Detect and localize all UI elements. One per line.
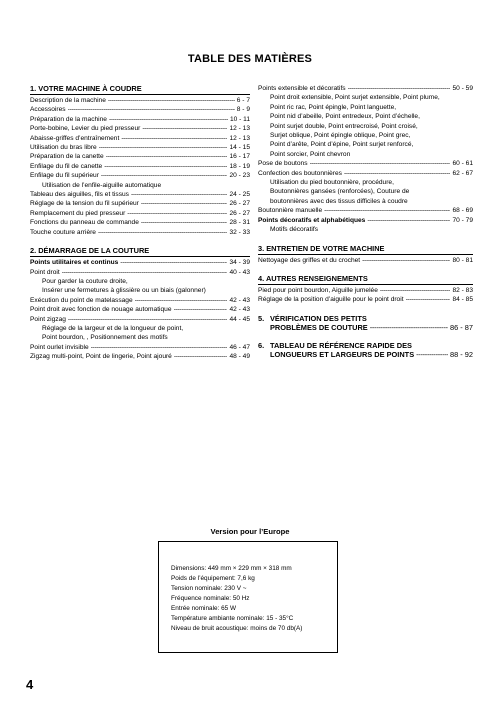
toc-entry-pages: 16 - 17 <box>229 153 250 161</box>
toc-leader-dots <box>310 159 451 168</box>
spec-line: Entrée nominale: 65 W <box>171 605 237 612</box>
toc-entry-pages: 82 - 83 <box>452 286 473 294</box>
toc-section <box>30 246 250 361</box>
toc-entry-label: Réglage de la position d’aiguille pour le point droit <box>258 296 404 304</box>
toc-entry-pages: 40 - 43 <box>229 268 250 276</box>
toc-section <box>258 341 473 359</box>
toc-entry-pages: 80 - 81 <box>452 256 473 264</box>
page-title: TABLE DES MATIÈRES <box>187 53 313 65</box>
toc-entry <box>30 296 250 305</box>
section-heading-row <box>258 350 473 359</box>
toc-entry-label: Enfilage du fil de canette <box>30 162 103 170</box>
toc-leader-dots <box>324 206 450 215</box>
toc-entry-pages: 24 - 25 <box>229 191 250 199</box>
section-heading: 4. AUTRES RENSEIGNEMENTS <box>258 273 368 283</box>
europe-version-label: Version pour l’Europe <box>210 527 290 536</box>
toc-entry-label: Points extensible et décoratifs <box>258 85 346 92</box>
spec-line: Température ambiante nominale: 15 - 35°C <box>171 615 294 622</box>
toc-entry-label: Porte-bobine, Levier du pied presseur <box>30 125 141 133</box>
toc-subentry: Utilisation de l’enfile-aiguille automatique <box>42 181 162 189</box>
toc-entry-pages: 26 - 27 <box>229 209 250 217</box>
toc-subentry: Point sorcier, Point chevron <box>270 150 351 158</box>
toc-leader-dots <box>344 169 451 178</box>
toc-entry-pages: 26 - 27 <box>229 200 250 208</box>
toc-entry <box>30 105 250 114</box>
section-number: 5. <box>258 313 265 323</box>
toc-entry-label: Points utilitaires et continus <box>30 259 119 267</box>
toc-leader-dots <box>68 315 228 324</box>
toc-entry <box>30 152 250 161</box>
toc-entry-label: Points décoratifs et alphabétiques <box>258 216 366 224</box>
toc-leader-dots <box>109 115 228 124</box>
toc-section-continued <box>258 84 473 235</box>
toc-leader-dots <box>108 96 235 105</box>
toc-entry <box>30 315 250 324</box>
toc-entry-pages: 50 - 59 <box>452 85 473 92</box>
toc-subentry: Motifs décoratifs <box>270 226 319 234</box>
toc-entry <box>30 134 250 143</box>
toc-leader-dots <box>367 216 450 225</box>
toc-subentry: Point surjet double, Point entrecroisé, Point croisé, <box>270 122 418 130</box>
section-number: 6. <box>258 340 265 350</box>
toc-entry-label: Utilisation du bras libre <box>30 144 97 152</box>
toc-entry <box>30 199 250 208</box>
toc-entry-pages: 14 - 15 <box>229 144 250 152</box>
section-heading-line1: TABLEAU DE RÉFÉRENCE RAPIDE DES <box>270 340 412 350</box>
toc-subentry: Point ric rac, Point épingle, Point languette, <box>270 103 397 111</box>
toc-entry <box>30 96 250 105</box>
toc-entry <box>30 258 250 267</box>
toc-entry <box>258 206 473 215</box>
toc-entry-pages: 44 - 45 <box>229 315 250 323</box>
toc-subentry: Point bourdon, , Positionnement des motifs <box>42 334 168 342</box>
toc-entry-label: Réglage de la tension du fil supérieur <box>30 200 139 208</box>
toc-entry <box>258 84 473 93</box>
toc-entry <box>30 143 250 152</box>
section-heading: 2. DÉMARRAGE DE LA COUTURE <box>30 246 150 256</box>
toc-leader-dots <box>174 305 228 314</box>
toc-subentry: Point droit extensible, Point surjet extensible, Point plume, <box>270 94 440 102</box>
toc-leader-dots <box>406 295 451 304</box>
toc-leader-dots <box>98 228 227 237</box>
toc-entry-label: Pose de boutons <box>258 160 308 168</box>
toc-entry-label: Nettoyage des griffes et du crochet <box>258 256 361 264</box>
toc-entry-label: Confection des boutonnières <box>258 169 342 177</box>
toc-entry <box>30 218 250 227</box>
section-heading <box>258 314 473 323</box>
toc-entry-label: Accessoires <box>30 106 66 114</box>
toc-subentry: Surjet oblique, Point épingle oblique, Point grec, <box>270 132 411 140</box>
toc-leader-dots <box>91 343 228 352</box>
toc-leader-dots <box>106 152 228 161</box>
toc-entry-pages: 86 - 87 <box>449 322 473 332</box>
spec-line: Poids de l’équipement: 7,6 kg <box>171 575 255 582</box>
toc-entry <box>30 352 250 361</box>
toc-entry-label: Préparation de la canette <box>30 153 104 161</box>
toc-entry <box>258 216 473 225</box>
toc-entry-pages: 46 - 47 <box>229 343 250 351</box>
toc-leader-dots <box>135 296 228 305</box>
toc-section <box>258 314 473 332</box>
toc-right-column <box>258 84 473 368</box>
toc-leader-dots <box>141 218 228 227</box>
toc-entry-pages: 20 - 23 <box>229 172 250 180</box>
toc-leader-dots <box>68 105 235 114</box>
toc-entry-pages: 18 - 19 <box>229 162 250 170</box>
toc-entry-pages: 88 - 92 <box>449 349 473 359</box>
toc-leader-dots <box>99 143 228 152</box>
toc-leader-dots <box>127 209 227 218</box>
toc-entry <box>30 228 250 237</box>
toc-leader-dots <box>104 162 227 171</box>
toc-entry <box>30 209 250 218</box>
section-heading: 1. VOTRE MACHINE À COUDRE <box>30 84 142 93</box>
toc-leader-dots <box>141 199 228 208</box>
toc-entry-pages: 34 - 39 <box>229 259 250 267</box>
toc-subentry: Boutonnières gansées (renforcées), Couture de <box>270 188 410 196</box>
section-heading-line1: VÉRIFICATION DES PETITS <box>270 313 367 323</box>
toc-entry-label: Pied pour point bourdon, Aiguille jumelée <box>258 286 378 294</box>
toc-entry-label: Touche couture arrière <box>30 228 96 236</box>
toc-entry-pages: 42 - 43 <box>229 296 250 304</box>
toc-section <box>30 84 250 237</box>
toc-entry-pages: 68 - 69 <box>452 207 473 215</box>
toc-entry-label: Préparation de la machine <box>30 115 107 123</box>
toc-entry-label: Abaisse-griffes d’entraînement <box>30 134 120 142</box>
toc-left-column <box>30 84 250 371</box>
toc-subentry: boutonnières avec des tissus difficiles à coudre <box>270 197 408 205</box>
toc-subentry: Point d’arête, Point d’épine, Point surjet renforcé, <box>270 141 414 149</box>
toc-entry-label: Remplacement du pied presseur <box>30 209 126 217</box>
toc-entry-pages: 60 - 61 <box>452 160 473 168</box>
toc-entry-pages: 10 - 11 <box>229 115 250 123</box>
toc-subentry: Réglage de la largeur et de la longueur de point, <box>42 324 184 332</box>
toc-entry-pages: 48 - 49 <box>229 353 250 361</box>
toc-entry-pages: 84 - 85 <box>452 296 473 304</box>
toc-leader-dots <box>416 350 448 359</box>
toc-entry <box>258 169 473 178</box>
spec-line: Niveau de bruit acoustique: moins de 70 db(A) <box>171 625 303 632</box>
toc-entry-pages: 62 - 67 <box>452 169 473 177</box>
toc-entry <box>30 124 250 133</box>
toc-leader-dots <box>131 190 228 199</box>
toc-subentry: Utilisation du pied boutonnière, procédure, <box>270 179 394 187</box>
toc-entry-pages: 70 - 79 <box>452 216 473 224</box>
toc-entry-label: Point droit avec fonction de nouage automatique <box>30 306 172 314</box>
toc-entry-pages: 42 - 43 <box>229 306 250 314</box>
toc-entry <box>30 190 250 199</box>
toc-entry-label: Description de la machine <box>30 97 106 104</box>
toc-section <box>258 274 473 305</box>
toc-leader-dots <box>362 256 450 265</box>
section-heading-line2: LONGUEURS ET LARGEURS DE POINTS <box>270 349 415 359</box>
toc-entry-label: Boutonnière manuelle <box>258 207 323 215</box>
toc-entry <box>258 159 473 168</box>
toc-entry-pages: 6 - 7 <box>236 97 250 104</box>
section-divider <box>258 254 473 255</box>
section-divider <box>258 284 473 285</box>
toc-entry-label: Enfilage du fil supérieur <box>30 172 99 180</box>
spec-line: Dimensions: 449 mm × 229 mm × 318 mm <box>171 565 292 572</box>
spec-line: Fréquence nominale: 50 Hz <box>171 595 250 602</box>
spec-line: Tension nominale: 230 V ~ <box>171 585 247 592</box>
section-heading <box>258 341 473 350</box>
toc-entry <box>30 162 250 171</box>
toc-leader-dots <box>142 124 227 133</box>
toc-entry-label: Point ourlet invisible <box>30 343 89 351</box>
toc-leader-dots <box>121 134 227 143</box>
toc-entry <box>30 343 250 352</box>
toc-entry <box>258 286 473 295</box>
section-heading-line2: PROBLÈMES DE COUTURE <box>270 322 368 332</box>
toc-subentry: Point nid d’abeille, Point entredeux, Point d’échelle, <box>270 113 420 121</box>
toc-entry <box>30 305 250 314</box>
toc-section <box>258 244 473 265</box>
section-heading: 3. ENTRETIEN DE VOTRE MACHINE <box>258 243 385 253</box>
toc-subentry: Insérer une fermetures à glissière ou un biais (galonner) <box>42 287 206 295</box>
toc-entry-pages: 8 - 9 <box>236 106 250 114</box>
toc-entry-label: Tableau des aiguilles, fils et tissus <box>30 191 129 199</box>
toc-entry <box>258 295 473 304</box>
section-heading-row <box>258 323 473 332</box>
toc-subentry: Pour garder la couture droite, <box>42 277 128 285</box>
toc-leader-dots <box>348 84 451 93</box>
toc-leader-dots <box>120 258 227 267</box>
toc-entry <box>30 115 250 124</box>
toc-entry-pages: 12 - 13 <box>229 134 250 142</box>
specifications-box <box>158 541 338 653</box>
section-divider <box>30 94 250 95</box>
section-divider <box>30 256 250 257</box>
toc-leader-dots <box>174 352 228 361</box>
page-number: 4 <box>26 677 34 692</box>
toc-entry-label: Point zigzag <box>30 315 66 323</box>
toc-entry <box>30 268 250 277</box>
toc-leader-dots <box>101 171 228 180</box>
toc-entry-label: Fonctions du panneau de commande <box>30 219 139 227</box>
toc-entry-label: Exécution du point de matelassage <box>30 296 133 304</box>
toc-leader-dots <box>380 286 451 295</box>
toc-leader-dots <box>62 268 228 277</box>
toc-entry-pages: 12 - 13 <box>229 125 250 133</box>
toc-entry-label: Point droit <box>30 268 60 276</box>
toc-entry-label: Zigzag multi-point, Point de lingerie, Point ajouré <box>30 353 172 361</box>
toc-leader-dots <box>370 323 448 332</box>
toc-entry <box>30 171 250 180</box>
toc-entry <box>258 256 473 265</box>
toc-entry-pages: 28 - 31 <box>229 219 250 227</box>
toc-entry-pages: 32 - 33 <box>229 228 250 236</box>
